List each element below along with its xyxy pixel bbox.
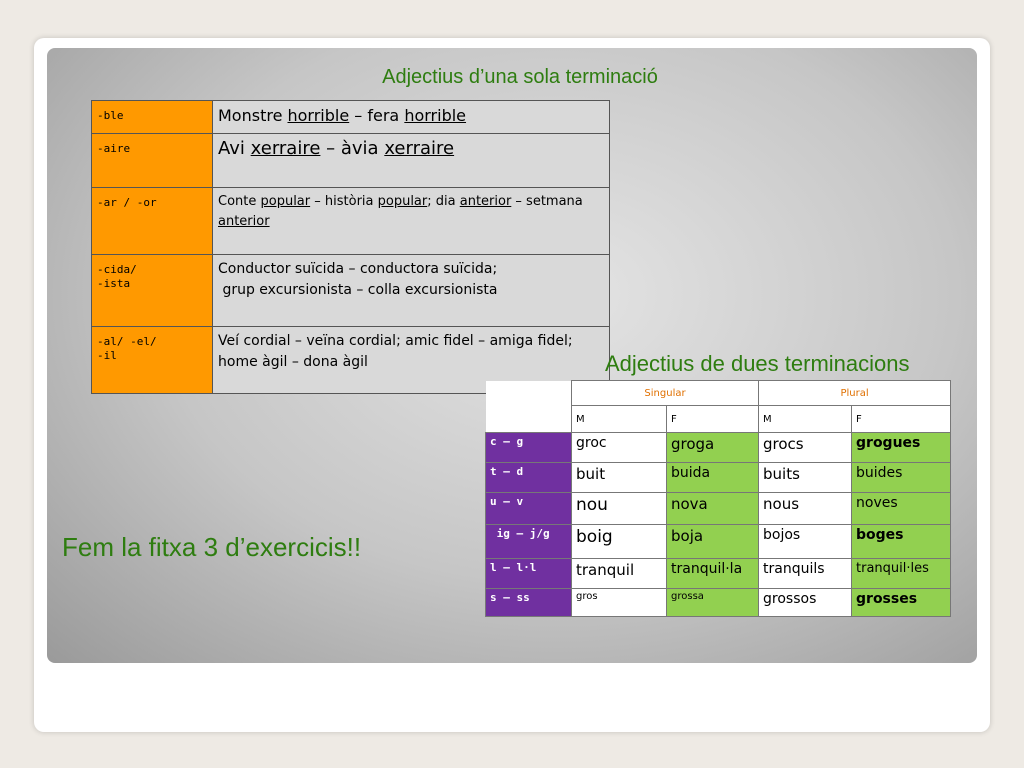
- blank-cell: [486, 406, 572, 433]
- suffix-cell: -al/ -el/ -il: [92, 327, 213, 394]
- plural-header: Plural: [759, 381, 951, 406]
- suffix-cell: t – d: [486, 463, 572, 493]
- example-cell: [213, 101, 610, 134]
- title-one-termination: Adjectius d’una sola terminació: [382, 66, 658, 88]
- suffix-cell: s – ss: [486, 589, 572, 617]
- cell: grocs: [759, 433, 852, 463]
- table-row: [486, 463, 951, 493]
- cell: nova: [667, 493, 759, 525]
- header-row: [486, 381, 951, 406]
- example-text: Monstre: [218, 106, 288, 125]
- example-cell: Veí cordial – veïna cordial; amic fidel – amiga fidel; home àgil – dona àgil: [213, 327, 610, 394]
- cell: grogues: [852, 433, 951, 463]
- example-text: – història: [310, 194, 378, 209]
- table-row: [92, 134, 610, 188]
- example-word: anterior: [218, 214, 270, 229]
- cell: boja: [667, 525, 759, 559]
- table-row: [486, 493, 951, 525]
- example-text: – fera: [349, 106, 405, 125]
- cell: boges: [852, 525, 951, 559]
- singular-header: Singular: [572, 381, 759, 406]
- cell: bojos: [759, 525, 852, 559]
- cell: groga: [667, 433, 759, 463]
- cell: grossos: [759, 589, 852, 617]
- cell: boig: [572, 525, 667, 559]
- cell: tranquil: [572, 559, 667, 589]
- cell: grossa: [667, 589, 759, 617]
- table-row: [92, 188, 610, 255]
- example-word: horrible: [287, 106, 350, 125]
- cell: tranquil·la: [667, 559, 759, 589]
- suffix-cell: -aire: [92, 134, 213, 188]
- suffix-cell: l – l·l: [486, 559, 572, 589]
- table-row: [486, 559, 951, 589]
- example-word: xerraire: [250, 138, 321, 159]
- two-terminations-table: [485, 380, 951, 617]
- table-row: [92, 101, 610, 134]
- exercise-instruction: Fem la fitxa 3 d’exercicis!!: [62, 532, 362, 562]
- suffix-cell: -cida/ -ista: [92, 255, 213, 327]
- example-text: Conte: [218, 194, 261, 209]
- cell: groc: [572, 433, 667, 463]
- cell: buida: [667, 463, 759, 493]
- cell: buides: [852, 463, 951, 493]
- suffix-cell: -ble: [92, 101, 213, 134]
- cell: gros: [572, 589, 667, 617]
- example-text: – setmana: [511, 194, 583, 209]
- example-word: horrible: [404, 106, 467, 125]
- cell: nou: [572, 493, 667, 525]
- gender-header: M: [759, 406, 852, 433]
- cell: noves: [852, 493, 951, 525]
- cell: buit: [572, 463, 667, 493]
- cell: grosses: [852, 589, 951, 617]
- suffix-cell: -ar / -or: [92, 188, 213, 255]
- cell: tranquils: [759, 559, 852, 589]
- table-row: [486, 589, 951, 617]
- gender-header: F: [852, 406, 951, 433]
- gender-row: [486, 406, 951, 433]
- example-word: anterior: [459, 194, 512, 209]
- suffix-cell: c – g: [486, 433, 572, 463]
- example-line: Conductor suïcida – conductora suïcida;: [218, 261, 498, 277]
- cell: nous: [759, 493, 852, 525]
- example-text: – àvia: [320, 138, 385, 159]
- suffix-cell: u – v: [486, 493, 572, 525]
- cell: tranquil·les: [852, 559, 951, 589]
- example-word: popular: [377, 194, 428, 209]
- cell: buits: [759, 463, 852, 493]
- example-word: popular: [260, 194, 311, 209]
- title-two-terminations: Adjectius de dues terminacions: [605, 351, 910, 376]
- table-row: [92, 255, 610, 327]
- example-cell: [213, 188, 610, 255]
- table-row: [486, 525, 951, 559]
- example-cell: [213, 255, 610, 327]
- suffix-cell: ig – j/g: [486, 525, 572, 559]
- example-text: ; dia: [427, 194, 460, 209]
- example-word: xerraire: [384, 138, 455, 159]
- example-cell: [213, 134, 610, 188]
- gender-header: F: [667, 406, 759, 433]
- gender-header: M: [572, 406, 667, 433]
- example-text: Avi: [218, 138, 251, 159]
- blank-cell: [486, 381, 572, 406]
- table-row: [486, 433, 951, 463]
- example-line: grup excursionista – colla excursionista: [218, 282, 498, 298]
- single-termination-table: [91, 100, 610, 394]
